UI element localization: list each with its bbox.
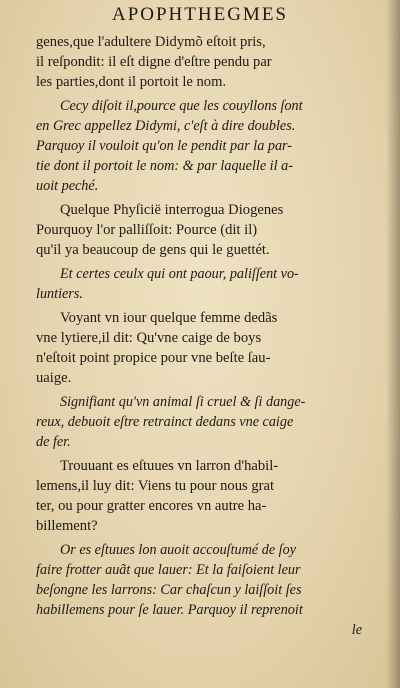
apophthegm-line: il reſpondit: il eſt digne d'eſtre pendu par — [36, 54, 272, 70]
commentary-line: faire frotter auãt que lauer: Et la faiſoient leur — [36, 562, 301, 578]
apophthegm-line: Voyant vn iour quelque femme dedãs — [60, 310, 278, 326]
page-text — [36, 32, 366, 640]
apophthegm-line: n'eſtoit point propice pour vne beſte ſau- — [36, 350, 271, 366]
apophthegm-line: qu'il ya beaucoup de gens qui le guettét. — [36, 242, 270, 258]
apophthegm-line: les parties,dont il portoit le nom. — [36, 74, 227, 90]
apophthegm-line: genes,que l'adultere Didymõ eſtoit pris, — [36, 34, 266, 50]
apophthegm-line: billement? — [36, 518, 98, 534]
commentary-line: Or es eſtuues lon auoit accouſtumé de ſoy — [60, 542, 297, 558]
commentary-line: reux, debuoit eſtre retrainct dedans vne caige — [36, 414, 294, 430]
commentary-line: uoit peché. — [36, 178, 99, 194]
commentary-line: Signifiant qu'vn animal ſi cruel & ſi dange- — [60, 394, 306, 410]
commentary-line: tie dont il portoit le nom: & par laquelle il a- — [36, 158, 293, 174]
apophthegm-line: vne lytiere,il dit: Qu'vne caige de boys — [36, 330, 262, 346]
page-gutter-shadow — [386, 0, 400, 688]
apophthegm-line: lemens,il luy dit: Viens tu pour nous grat — [36, 478, 275, 494]
commentary-line: beſongne les larrons: Car chaſcun y laiſſoit ſes — [36, 582, 302, 598]
apophthegm-line: uaige. — [36, 370, 72, 386]
apophthegm-line: Trouuant es eſtuues vn larron d'habil- — [60, 458, 279, 474]
running-header: APOPHTHEGMES — [111, 4, 289, 25]
commentary-line: Parquoy il vouloit qu'on le pendit par la par- — [36, 138, 292, 154]
apophthegm-line: ter, ou pour gratter encores vn autre ha- — [36, 498, 267, 514]
commentary-line: Cecy diſoit il,pource que les couyllons ſont — [60, 98, 303, 114]
commentary-line: luntiers. — [36, 286, 83, 302]
commentary-line: habillemens pour ſe lauer. Parquoy il reprenoit — [36, 602, 303, 618]
commentary-line: en Grec appellez Didymi, c'eſt à dire doubles. — [36, 118, 296, 134]
apophthegm-line: Quelque Phyſicië interrogua Diogenes — [60, 202, 284, 218]
apophthegm-line: Pourquoy l'or palliſſoit: Pource (dit il) — [36, 222, 258, 238]
commentary-line: de fer. — [36, 434, 71, 450]
catchword: le — [351, 622, 362, 638]
commentary-line: Et certes ceulx qui ont paour, paliſſent vo- — [60, 266, 299, 282]
